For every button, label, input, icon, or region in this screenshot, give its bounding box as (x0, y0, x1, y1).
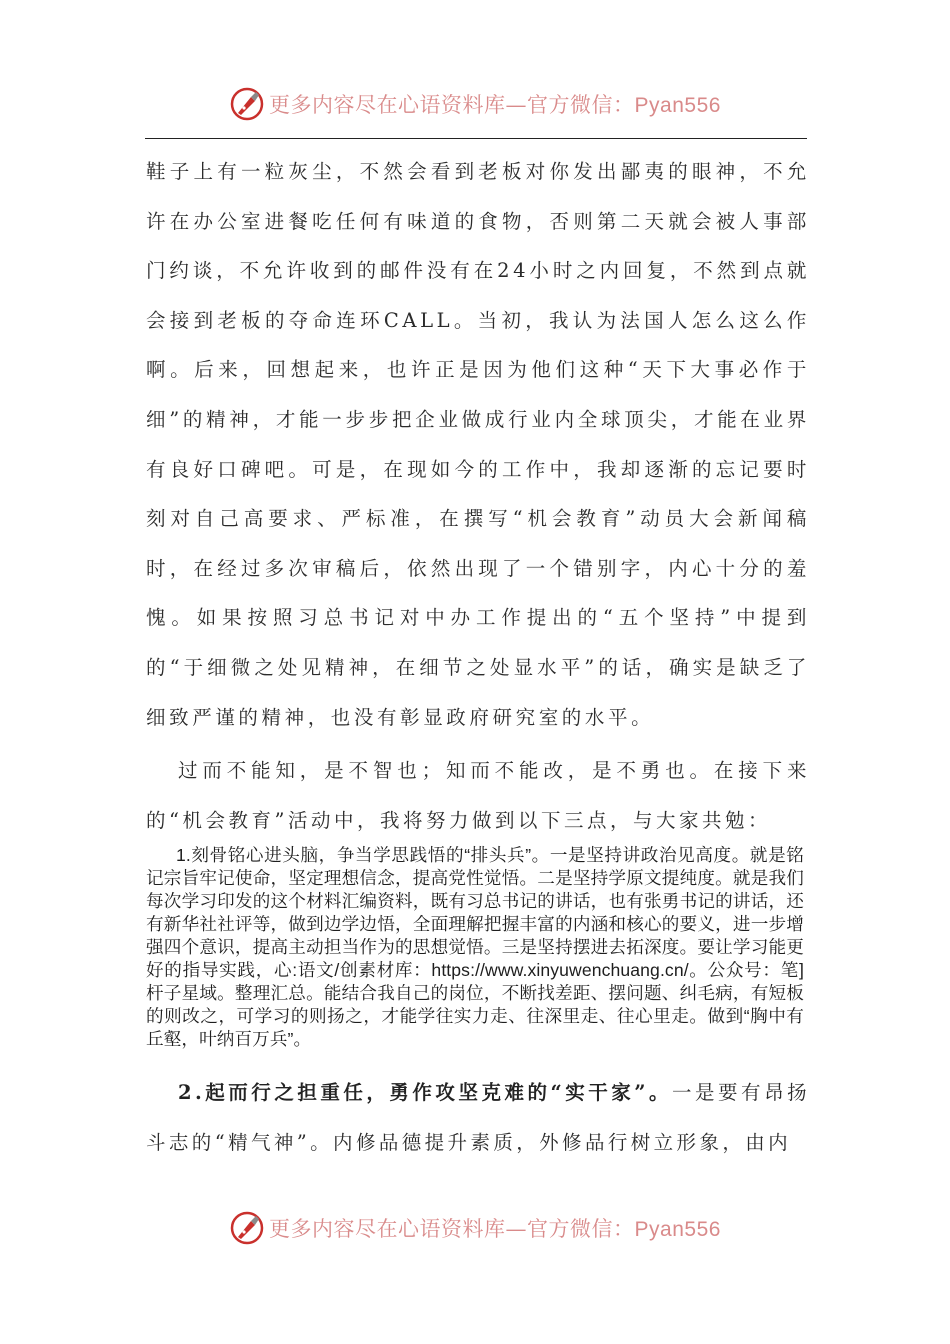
footer-text: 更多内容尽在心语资料库—官方微信： (269, 1217, 635, 1241)
paragraph-4-text: 一是要有昂扬斗志的“精气神”。内修品德提升素质，外修品行树立形象，由内 (146, 1081, 810, 1154)
body-paragraph-4 (146, 1068, 810, 1167)
header-text: 更多内容尽在心语资料库—官方微信： (269, 93, 635, 117)
paragraph-4-heading: 2.起而行之担重任，勇作攻坚克难的“实干家”。 (178, 1081, 673, 1104)
body-paragraph-3: 1.刻骨铭心进头脑，争当学思践悟的“排头兵”。一是坚持讲政治见高度。就是铭记宗旨牢记使命，坚定理想信念，提高党性觉悟。二是坚持学原文提纯度。就是我们每次学习印发的这个材料汇编资料，既有习总书记的讲话，也有张勇书记的讲话，还有新华社社评等，做到边学边悟，全面理解把握丰富的内涵和核心的要义，进一步增强四个意识，提高主动担当作为的思想觉悟。三是坚持摆进去拓深度。要让学习能更好的指导实践，心:语文/创素材库：https://www.xinyuwenchuang.cn/。公众号：笔]杆子星域。整理汇总。能结合我自己的岗位，不断找差距、摆问题、纠毛病，有短板的则改之，可学习的则扬之，才能学往实力走、往深里走、往心里走。做到“胸中有丘壑，叶纳百万兵”。 (146, 845, 804, 1049)
footer-wechat-id: Pyan556 (634, 1218, 721, 1241)
footer-banner (0, 1208, 950, 1248)
header-wechat-id: Pyan556 (634, 94, 721, 117)
header-divider (145, 138, 807, 139)
pen-nib-logo-icon (229, 86, 265, 122)
header-banner (0, 84, 950, 124)
body-paragraph-2: 过而不能知，是不智也；知而不能改，是不勇也。在接下来的“机会教育”活动中，我将努力做到以下三点，与大家共勉： (146, 759, 810, 832)
body-paragraph-1: 鞋子上有一粒灰尘，不然会看到老板对你发出鄙夷的眼神，不允许在办公室进餐吃任何有味道的食物，否则第二天就会被人事部门约谈，不允许收到的邮件没有在24小时之内回复，不然到点就会接到老板的夺命连环CALL。当初，我认为法国人怎么这么作啊。后来，回想起来，也许正是因为他们这种“天下大事必作于细”的精神，才能一步步把企业做成行业内全球顶尖，才能在业界有良好口碑吧。可是，在现如今的工作中，我却逐渐的忘记要时刻对自己高要求、严标准，在撰写“机会教育”动员大会新闻稿时，在经过多次审稿后，依然出现了一个错别字，内心十分的羞愧。如果按照习总书记对中办工作提出的“五个坚持”中提到的“于细微之处见精神，在细节之处显水平”的话，确实是缺乏了细致严谨的精神，也没有彰显政府研究室的水平。 (146, 160, 810, 729)
pen-nib-logo-icon (229, 1210, 265, 1246)
